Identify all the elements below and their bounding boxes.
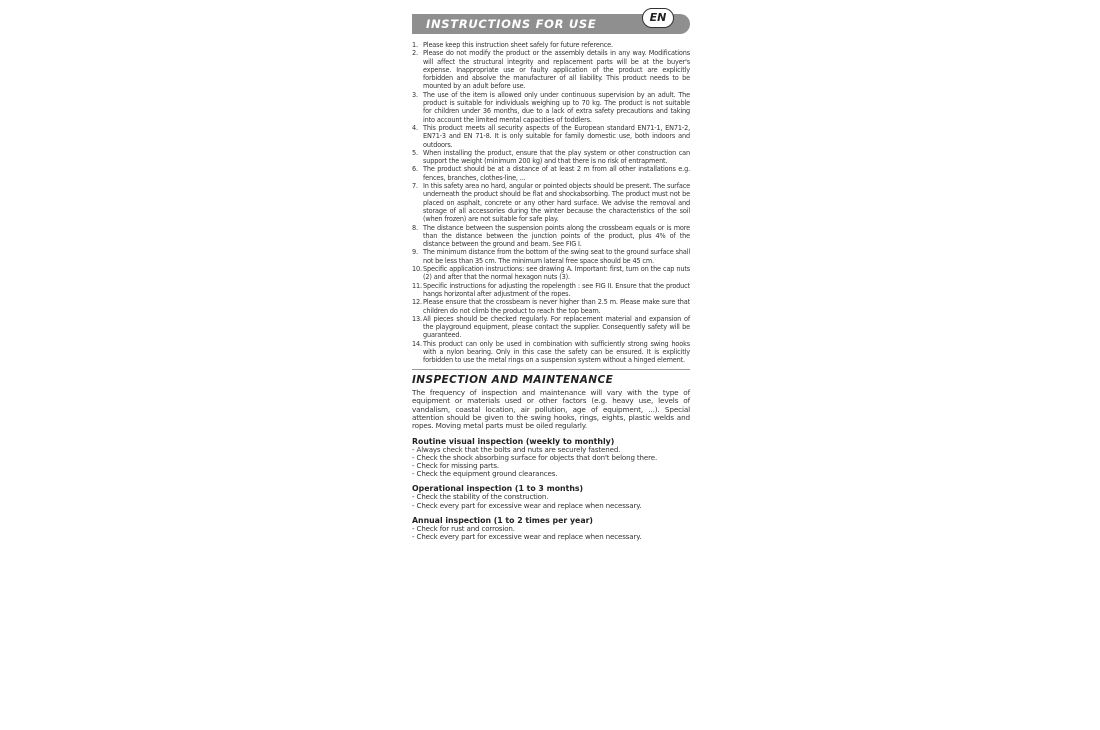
instruction-text: When installing the product, ensure that the play system or other construction can support the weight (minimum 200 kg) and that there is no risk of entrapment. bbox=[423, 147, 690, 166]
instruction-text: Please ensure that the crossbeam is never higher than 2.5 m. Please make sure that children do not climb the product to reach the top beam. bbox=[423, 297, 690, 315]
instruction-item bbox=[412, 248, 690, 265]
instruction-number: 2. bbox=[412, 48, 418, 58]
instruction-number: 12. bbox=[412, 297, 422, 307]
instruction-item bbox=[412, 165, 690, 182]
instruction-number: 7. bbox=[412, 181, 418, 191]
group-item: - Always check that the bolts and nuts are securely fastened. bbox=[412, 444, 621, 454]
instruction-text: The minimum distance from the bottom of the swing seat to the ground surface shall not be less than 35 cm. The minimum lateral free space should be 45 cm. bbox=[423, 247, 690, 265]
instruction-text: This product can only be used in combination with sufficiently strong swing hooks with a nylon bearing. Only in this case the safety can be ensured. It is explicitly forbidden to use the metal rings on a suspension system without a hinged element. bbox=[423, 338, 690, 365]
group-title: Routine visual inspection (weekly to monthly) bbox=[412, 436, 615, 446]
instruction-list bbox=[412, 41, 690, 365]
group-item: - Check for rust and corrosion. bbox=[412, 523, 515, 533]
instruction-item bbox=[412, 315, 690, 340]
instruction-number: 5. bbox=[412, 147, 418, 157]
instruction-text: In this safety area no hard, angular or pointed objects should be present. The surface underneath the product should be flat and shockabsorbing. The product must not be placed on asphalt, concrete or any other hard surface. We advise the removal and storage of all accessories during the winter because the characteristics of the soil (when frozen) are not suitable for safe play. bbox=[423, 181, 690, 224]
instruction-item bbox=[412, 265, 690, 282]
instruction-number: 14. bbox=[412, 338, 422, 348]
group-item: - Check every part for excessive wear and replace when necessary. bbox=[412, 531, 642, 541]
instruction-number: 10. bbox=[412, 264, 422, 274]
instruction-text: The distance between the suspension points along the crossbeam equals or is more than the distance between the junction points of the product, plus 4% of the distance between the ground and beam. See FIG I. bbox=[423, 222, 690, 249]
section-divider bbox=[412, 369, 690, 371]
instruction-item bbox=[412, 298, 690, 315]
inspection-group-routine bbox=[412, 437, 690, 479]
instruction-text: Specific application instructions: see drawing A. Important: first, turn on the cap nuts (2) and after that the normal hexagon nuts (3). bbox=[423, 264, 690, 282]
instructions-title: INSTRUCTIONS FOR USE bbox=[426, 17, 597, 31]
inspection-group-operational bbox=[412, 484, 690, 509]
group-item: - Check the shock absorbing surface for objects that don't belong there. bbox=[412, 452, 658, 462]
instruction-text: Please keep this instruction sheet safely for future reference. bbox=[423, 40, 613, 49]
instruction-item bbox=[412, 182, 690, 223]
instruction-number: 4. bbox=[412, 122, 418, 132]
group-item: - Check the equipment ground clearances. bbox=[412, 469, 558, 479]
instruction-item bbox=[412, 124, 690, 149]
language-badge: EN bbox=[642, 8, 674, 28]
group-item: - Check the stability of the construction. bbox=[412, 492, 549, 502]
instruction-number: 11. bbox=[412, 280, 422, 290]
instruction-number: 6. bbox=[412, 164, 418, 174]
instruction-item bbox=[412, 91, 690, 124]
instructions-header bbox=[412, 11, 690, 34]
instruction-item bbox=[412, 340, 690, 365]
group-item: - Check for missing parts. bbox=[412, 460, 499, 470]
instruction-number: 1. bbox=[412, 40, 418, 49]
instruction-text: Specific instructions for adjusting the ropelength : see FIG II. Ensure that the product hangs horizontal after adjustment of the ropes. bbox=[423, 280, 690, 298]
inspection-title: INSPECTION AND MAINTENANCE bbox=[412, 374, 614, 387]
instruction-sheet bbox=[412, 8, 690, 541]
instruction-number: 9. bbox=[412, 247, 418, 257]
instruction-text: This product meets all security aspects of the European standard EN71-1, EN71-2, EN71-3 and EN 71-8. It is only suitable for family domestic use, both indoors and outdoors. bbox=[423, 122, 690, 149]
instruction-text: The product should be at a distance of at least 2 m from all other installations e.g. fences, branches, clothes-line, ... bbox=[423, 164, 690, 182]
instruction-item bbox=[412, 149, 690, 166]
instruction-item bbox=[412, 49, 690, 90]
instruction-number: 3. bbox=[412, 89, 418, 99]
instruction-item bbox=[412, 282, 690, 299]
group-title: Annual inspection (1 to 2 times per year) bbox=[412, 515, 593, 525]
group-item: - Check every part for excessive wear and replace when necessary. bbox=[412, 500, 642, 510]
instruction-text: All pieces should be checked regularly. For replacement material and expansion of the playground equipment, please contact the supplier. Consequently safety will be guaranteed. bbox=[423, 313, 690, 340]
inspection-group-annual bbox=[412, 516, 690, 541]
instruction-number: 13. bbox=[412, 313, 422, 323]
group-title: Operational inspection (1 to 3 months) bbox=[412, 484, 584, 494]
instruction-item bbox=[412, 224, 690, 249]
instruction-text: The use of the item is allowed only under continuous supervision by an adult. The product is suitable for individuals weighing up to 70 kg. The product is not suitable for children under 36 months, due to a lack of extra safety precautions and taking into account the limited mental capacities of toddlers. bbox=[423, 89, 690, 124]
inspection-intro: The frequency of inspection and maintenance will vary with the type of equipment or materials used or other factors (e.g. heavy use, levels of vandalism, coastal location, air pollution, age of equipment, ...). Special attention should be given to the swing hooks, rings, eights, plastic welds and ropes. Moving metal parts must be oiled regularly. bbox=[412, 388, 690, 431]
instruction-number: 8. bbox=[412, 222, 418, 232]
instruction-text: Please do not modify the product or the assembly details in any way. Modifications will affect the structural integrity and replacement parts will be at the buyer's expense. Inappropriate use or faulty application of the product are explicitly forbidden and absolve the manufacturer of all liability. This product needs to be mounted by an adult before use. bbox=[423, 48, 690, 91]
